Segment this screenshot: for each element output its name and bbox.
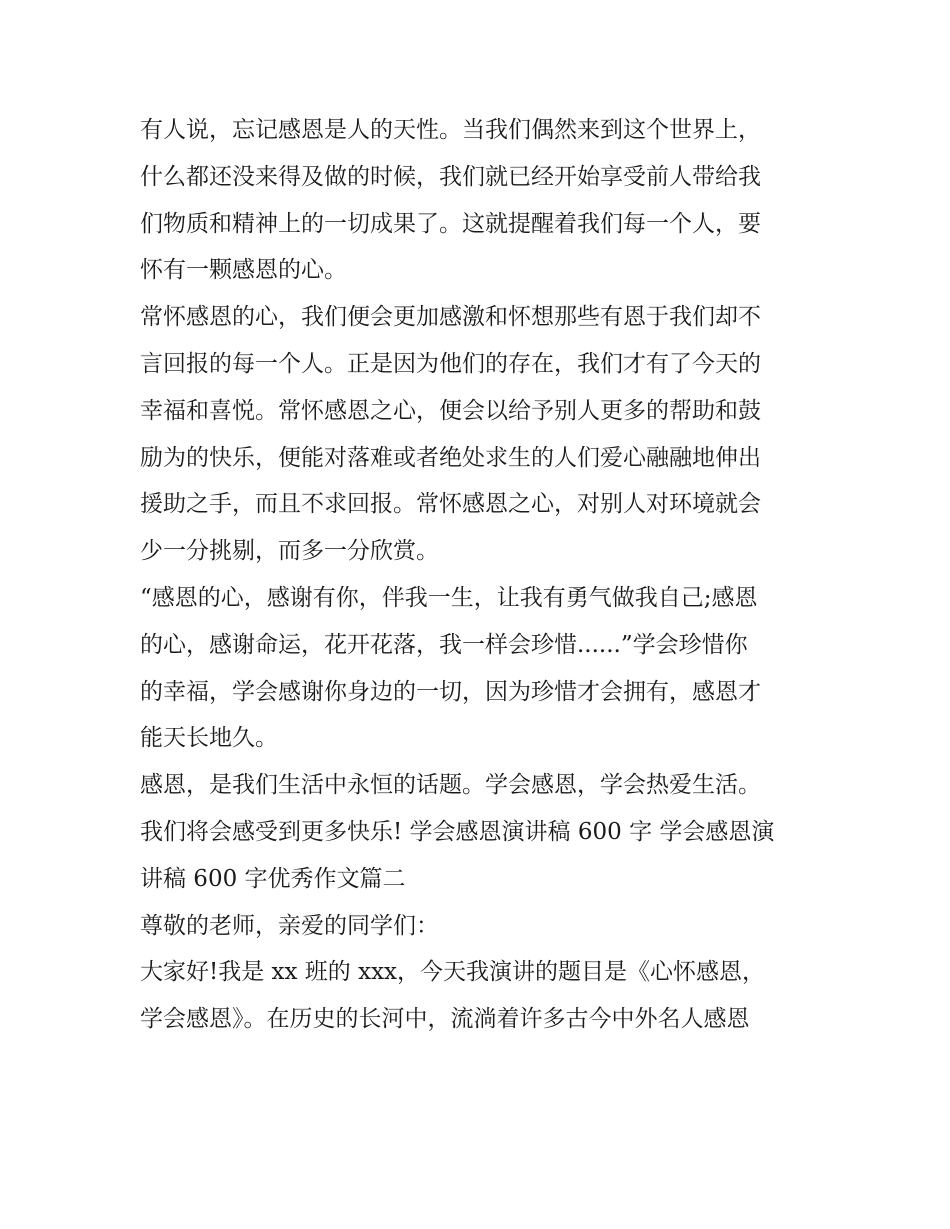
text-line: 少一分挑剔，而多一分欣赏。	[140, 538, 439, 565]
text-line: 援助之手，而且不求回报。常怀感恩之心，对别人对环境就会	[140, 491, 761, 518]
text-line: 怀有一颗感恩的心。	[140, 257, 347, 284]
text-line: 尊敬的老师，亲爱的同学们：	[140, 912, 439, 939]
text-line: “感恩的心，感谢有你，伴我一生，让我有勇气做我自己;感恩	[140, 584, 758, 611]
text-line: 言回报的每一个人。正是因为他们的存在，我们才有了今天的	[140, 350, 761, 377]
text-line: 能天长地久。	[140, 725, 278, 752]
text-line: 的心，感谢命运，花开花落，我一样会珍惜......”学会珍惜你	[140, 631, 748, 658]
text-line: 常怀感恩的心，我们便会更加感激和怀想那些有恩于我们却不	[140, 304, 761, 331]
text-line: 们物质和精神上的一切成果了。这就提醒着我们每一个人，要	[140, 210, 761, 237]
text-line: 讲稿 600 字优秀作文篇二	[140, 865, 406, 892]
text-line: 什么都还没来得及做的时候，我们就已经开始享受前人带给我	[140, 163, 761, 190]
text-line: 学会感恩》。在历史的长河中，流淌着许多古今中外名人感恩	[140, 1006, 750, 1033]
text-line: 幸福和喜悦。常怀感恩之心，便会以给予别人更多的帮助和鼓	[140, 397, 761, 424]
text-line: 我们将会感受到更多快乐! 学会感恩演讲稿 600 字 学会感恩演	[140, 818, 775, 845]
text-line: 的幸福，学会感谢你身边的一切，因为珍惜才会拥有，感恩才	[140, 678, 761, 705]
text-line: 大家好!我是 xx 班的 xxx，今天我演讲的题目是《心怀感恩，	[140, 959, 766, 986]
document-body	[140, 107, 820, 1043]
text-line: 感恩，是我们生活中永恒的话题。学会感恩，学会热爱生活。	[140, 772, 761, 799]
text-line: 有人说，忘记感恩是人的天性。当我们偶然来到这个世界上，	[140, 117, 761, 143]
text-line: 励为的快乐，便能对落难或者绝处求生的人们爱心融融地伸出	[140, 444, 761, 471]
